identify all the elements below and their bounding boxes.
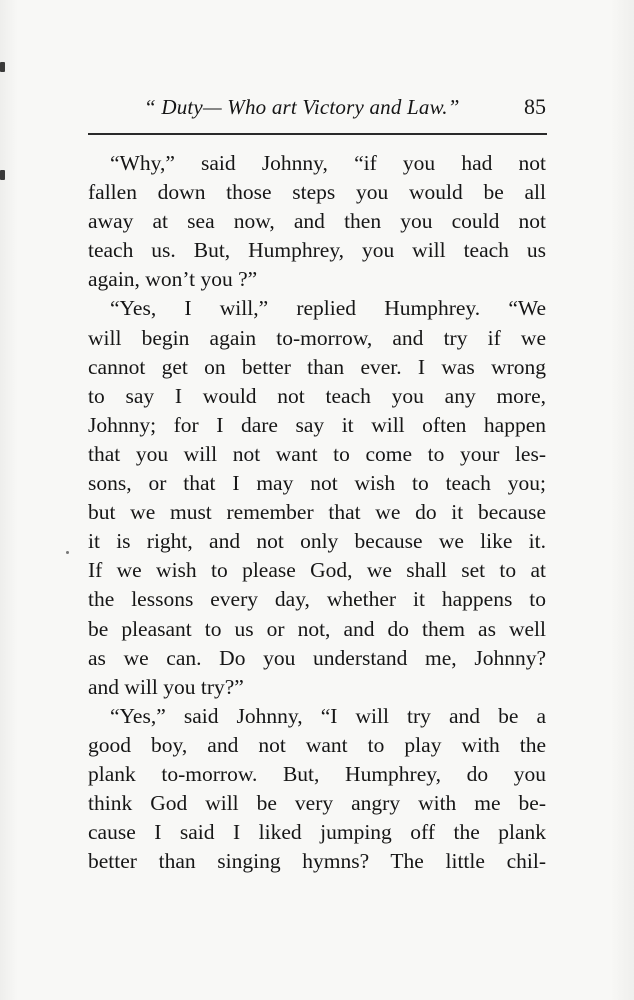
text-line: sons, or that I may not wish to teach you; <box>88 471 546 496</box>
page-edge-mark <box>0 170 5 180</box>
text-line: again, won’t you ?” <box>88 267 258 292</box>
text-line: cannot get on better than ever. I was wrong <box>88 354 546 379</box>
text-line: “Yes,” said Johnny, “I will try and be a <box>110 703 546 728</box>
text-line: plank to-morrow. But, Humphrey, do you <box>88 761 546 786</box>
text-line: think God will be very angry with me be- <box>88 791 546 816</box>
text-line: teach us. But, Humphrey, you will teach us <box>88 238 546 263</box>
text-line: away at sea now, and then you could not <box>88 209 546 234</box>
text-line: fallen down those steps you would be all <box>88 180 546 205</box>
text-line: Johnny; for I dare say it will often happen <box>88 412 546 437</box>
text-line: “Yes, I will,” replied Humphrey. “We <box>110 296 546 321</box>
text-line: If we wish to please God, we shall set to at <box>88 558 546 583</box>
text-line: “Why,” said Johnny, “if you had not <box>110 151 546 175</box>
text-line: as we can. Do you understand me, Johnny? <box>88 645 546 670</box>
header-rule <box>88 133 547 135</box>
body-text <box>88 149 546 876</box>
running-title: “ Duty— Who art Victory and Law.” <box>144 95 460 119</box>
page-edge-mark <box>0 62 5 72</box>
text-line: good boy, and not want to play with the <box>88 732 546 757</box>
page-number: 85 <box>524 94 546 119</box>
text-line: it is right, and not only because we like it. <box>88 529 546 554</box>
text-line: cause I said I liked jumping off the plank <box>88 820 546 845</box>
text-line: that you will not want to come to your les- <box>88 441 546 466</box>
text-line: will begin again to-morrow, and try if we <box>88 325 546 350</box>
text-line: be pleasant to us or not, and do them as well <box>88 616 546 641</box>
ink-speck <box>66 551 69 554</box>
running-head <box>88 94 546 130</box>
text-line: but we must remember that we do it because <box>88 500 546 525</box>
text-line: and will you try?” <box>88 674 244 699</box>
text-line: better than singing hymns? The little chil- <box>88 849 546 874</box>
text-line: to say I would not teach you any more, <box>88 383 546 408</box>
text-line: the lessons every day, whether it happens to <box>88 587 546 612</box>
